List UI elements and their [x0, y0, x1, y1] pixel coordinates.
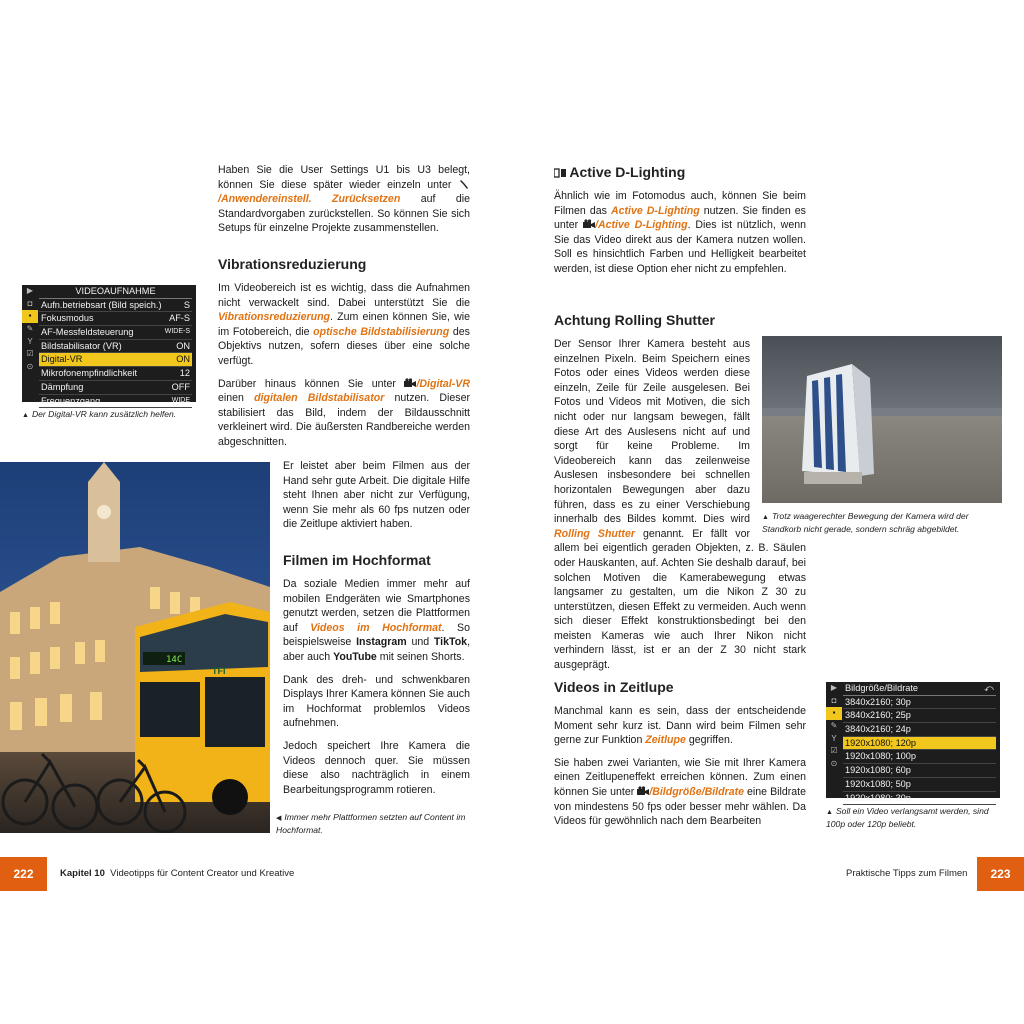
- intro-paragraph: Haben Sie die User Settings U1 bis U3 belegt, können Sie diese später wieder einzeln unter /Anwendereinstell. Zurücksetzen auf die Standardvorgaben zurückstellen. So können Sie sich Setups für einzelne Projekte zusammenstellen.: [218, 164, 470, 235]
- wrench-icon: Y: [27, 336, 33, 346]
- menu-title: VIDEOAUFNAHME: [39, 285, 192, 299]
- movie-camera-icon: [404, 378, 416, 388]
- beach-chair-caption: ▲ Trotz waagerechter Bewegung der Kamera wird der Standkorb nicht gerade, sondern schräg abgebildet.: [762, 511, 969, 534]
- mymenu-icon: ⊙: [26, 362, 34, 372]
- wrench-icon: [458, 179, 470, 189]
- page-number-right: 223: [977, 857, 1024, 891]
- menu-caption: ▲ Der Digital-VR kann zusätzlich helfen.: [22, 409, 177, 419]
- page-number-left: 222: [0, 857, 47, 891]
- back-icon: ⤺: [984, 683, 994, 693]
- menu-row: 1920x1080; 50p: [843, 778, 996, 792]
- zeitlupe-heading: Videos in Zeitlupe: [554, 679, 674, 695]
- chapter-footer: Kapitel 10 Videotipps für Content Creator und Kreative: [60, 868, 295, 879]
- pencil-icon: ✎: [830, 721, 838, 731]
- menu-row: Bildstabilisator (VR) ON: [39, 340, 192, 354]
- movie-camera-icon: [637, 786, 649, 796]
- menu-sidebar: [826, 682, 842, 798]
- menu-row: 3840x2160; 25p: [843, 709, 996, 723]
- vr-text-cont: Er leistet aber beim Filmen aus der Hand sehr gute Arbeit. Die digitale Hilfe steht Ihnen aber nicht zur Verfügung, wenn Sie mehr als 60 fps nutzen oder die Zeitlupe aktiviert haben.: [283, 460, 470, 531]
- city-bus-photo: [0, 462, 270, 833]
- hochformat-text: Da soziale Medien immer mehr auf mobilen Endgeräten wie Smartphones genutzt werden, setzen die Plattformen auf Videos im Hochformat. So beispielsweise Instagram und TikTok, aber auch YouTube mit seinen Shorts. Dank des dreh- und schwenkbaren Displays Ihrer Kamera können Sie auch im Hochformat problemlos Videos aufnehmen. Jedoch speichert Ihre Kamera die Videos dennoch quer. Sie müssen diese also nachträglich in einem Bearbeitungsprogramm rotieren.: [283, 578, 471, 796]
- retouch-icon: ☑: [830, 746, 838, 756]
- play-icon: ▶: [26, 286, 34, 295]
- menu-row-selected: 1920x1080; 120p: [843, 737, 996, 751]
- beach-chair-photo: [762, 336, 1002, 503]
- menu-row: Fokusmodus AF-S: [39, 312, 192, 326]
- menu-row-selected: Digital-VR ON: [39, 353, 192, 367]
- video-icon: ▪: [22, 310, 38, 323]
- bus-destination-display: 14C: [166, 655, 183, 665]
- section-footer: Praktische Tipps zum Filmen: [846, 868, 968, 879]
- menu-sidebar: [22, 285, 38, 402]
- menu-row: 3840x2160; 24p: [843, 723, 996, 737]
- adl-icon: [554, 168, 566, 178]
- menu-row: 1920x1080; 30p: [843, 792, 996, 806]
- rolling-shutter-text: Der Sensor Ihrer Kamera besteht aus einzelnen Pixeln. Beim Speichern eines Fotos oder eines Videos werden diese einzeln, Zeile für Zeile ausgelesen. Bei Fotos und Videos mit Motiven, die sich nicht oder nur langsam bewegen, fällt diese Art des Auslesens nicht auf und sorgt für keine Probleme. Im Videobereich kann das zeilenweise Auslesen insbesondere bei schnellen horizontalen Bewegungen aber dazu führen, dass es zu einer Verschiebung innerhalb des Bildes kommt. Dies wird Rolling Shutter genannt. Er fällt vor allem bei eigentlich geraden Objekten, z. B. Säulen oder Hauskanten, auf. Achten Sie deshalb darauf, bei solchen Motiven die Kamerabewegung etwas langsamer zu gestalten, um die Nikon Z 30 zu unterstützen, diesen Effekt zu vermeiden. Auch wenn sich dieser Effekt konstruktionsbedingt bei den meisten Kameras wie auch Ihrer Nikon nicht verhindern lässt, ist er an der Z 30 nicht stark ausgeprägt.: [554, 338, 806, 672]
- rolling-shutter-heading: Achtung Rolling Shutter: [554, 312, 715, 328]
- bildgroesse-menu-screenshot: [826, 682, 1000, 803]
- vr-heading: Vibrationsreduzierung: [218, 256, 367, 272]
- adl-heading: Active D-Lighting: [554, 164, 685, 180]
- pencil-icon: ✎: [26, 324, 34, 334]
- play-icon: ▶: [830, 683, 838, 692]
- photo-icon: ◘: [27, 298, 33, 308]
- zeitlupe-text: Manchmal kann es sein, dass der entscheidende Moment sehr kurz ist. Dann wird beim Filmen sehr gerne zur Funktion Zeitlupe gegriffen. Sie haben zwei Varianten, wie Sie mit Ihrer Kamera einen Zeitlupeneffekt erreichen können. Zum einen können Sie unter /Bildgröße/Bildrate eine Bildrate von mindestens 50 fps oder besser mehr wählen. Da Videos für gewöhnlich nach dem Bearbeiten: [554, 705, 806, 828]
- video-icon: ▪: [826, 707, 842, 720]
- menu-row: 1920x1080; 60p: [843, 764, 996, 778]
- retouch-icon: ☑: [26, 349, 34, 359]
- menu-title: Bildgröße/Bildrate ⤺: [843, 682, 996, 696]
- menu-row: Mikrofonempfindlichkeit 12: [39, 367, 192, 381]
- menu-row: Aufn.betriebsart (Bild speich.) S: [39, 299, 192, 313]
- menu-row: 3840x2160; 30p: [843, 696, 996, 710]
- menu-row: AF-Messfeldsteuerung WIDE-S: [39, 326, 192, 340]
- movie-camera-icon: [583, 219, 595, 229]
- bus-logo: TFI: [212, 666, 226, 676]
- adl-text: Ähnlich wie im Fotomodus auch, können Sie beim Filmen das Active D-Lighting nutzen. Sie finden es unter /Active D-Lighting. Dies ist nützlich, wenn Sie das Video direkt aus der Kamera nutzen wollen. Soll es hinsichtlich Farben und Helligkeit bearbeitet werden, ist diese Option eher nicht zu empfehlen.: [554, 190, 806, 275]
- bus-photo-caption: ◀ Immer mehr Plattformen setzten auf Content im Hochformat.: [276, 812, 466, 835]
- mymenu-icon: ⊙: [830, 759, 838, 769]
- menu-row: 1920x1080; 100p: [843, 750, 996, 764]
- videoaufnahme-menu-screenshot: [22, 285, 196, 406]
- vr-text: Im Videobereich ist es wichtig, dass die Aufnahmen nicht verwackelt sind. Dabei unterstützt Sie die Vibrationsreduzierung. Zum einen können Sie, wie im Fotobereich, die optische Bildstabilisierung des Objektivs nutzen, sofern dieses über eine solche verfügt. Darüber hinaus können Sie unter /Digital-VR einen digitalen Bildstabilisator nutzen. Dieser stabilisiert das Bild, indem der Bildausschnitt verkleinert wird. Die äußersten Randbereiche werden abgeschnitten.: [218, 282, 470, 448]
- zeitlupe-menu-caption: ▲ Soll ein Video verlangsamt werden, sind 100p oder 120p beliebt.: [826, 806, 989, 829]
- menu-row: Frequenzgang WIDE: [39, 395, 192, 409]
- menu-row: Dämpfung OFF: [39, 381, 192, 395]
- wrench-icon: Y: [831, 733, 837, 743]
- photo-icon: ◘: [831, 695, 837, 705]
- hochformat-heading: Filmen im Hochformat: [283, 552, 431, 568]
